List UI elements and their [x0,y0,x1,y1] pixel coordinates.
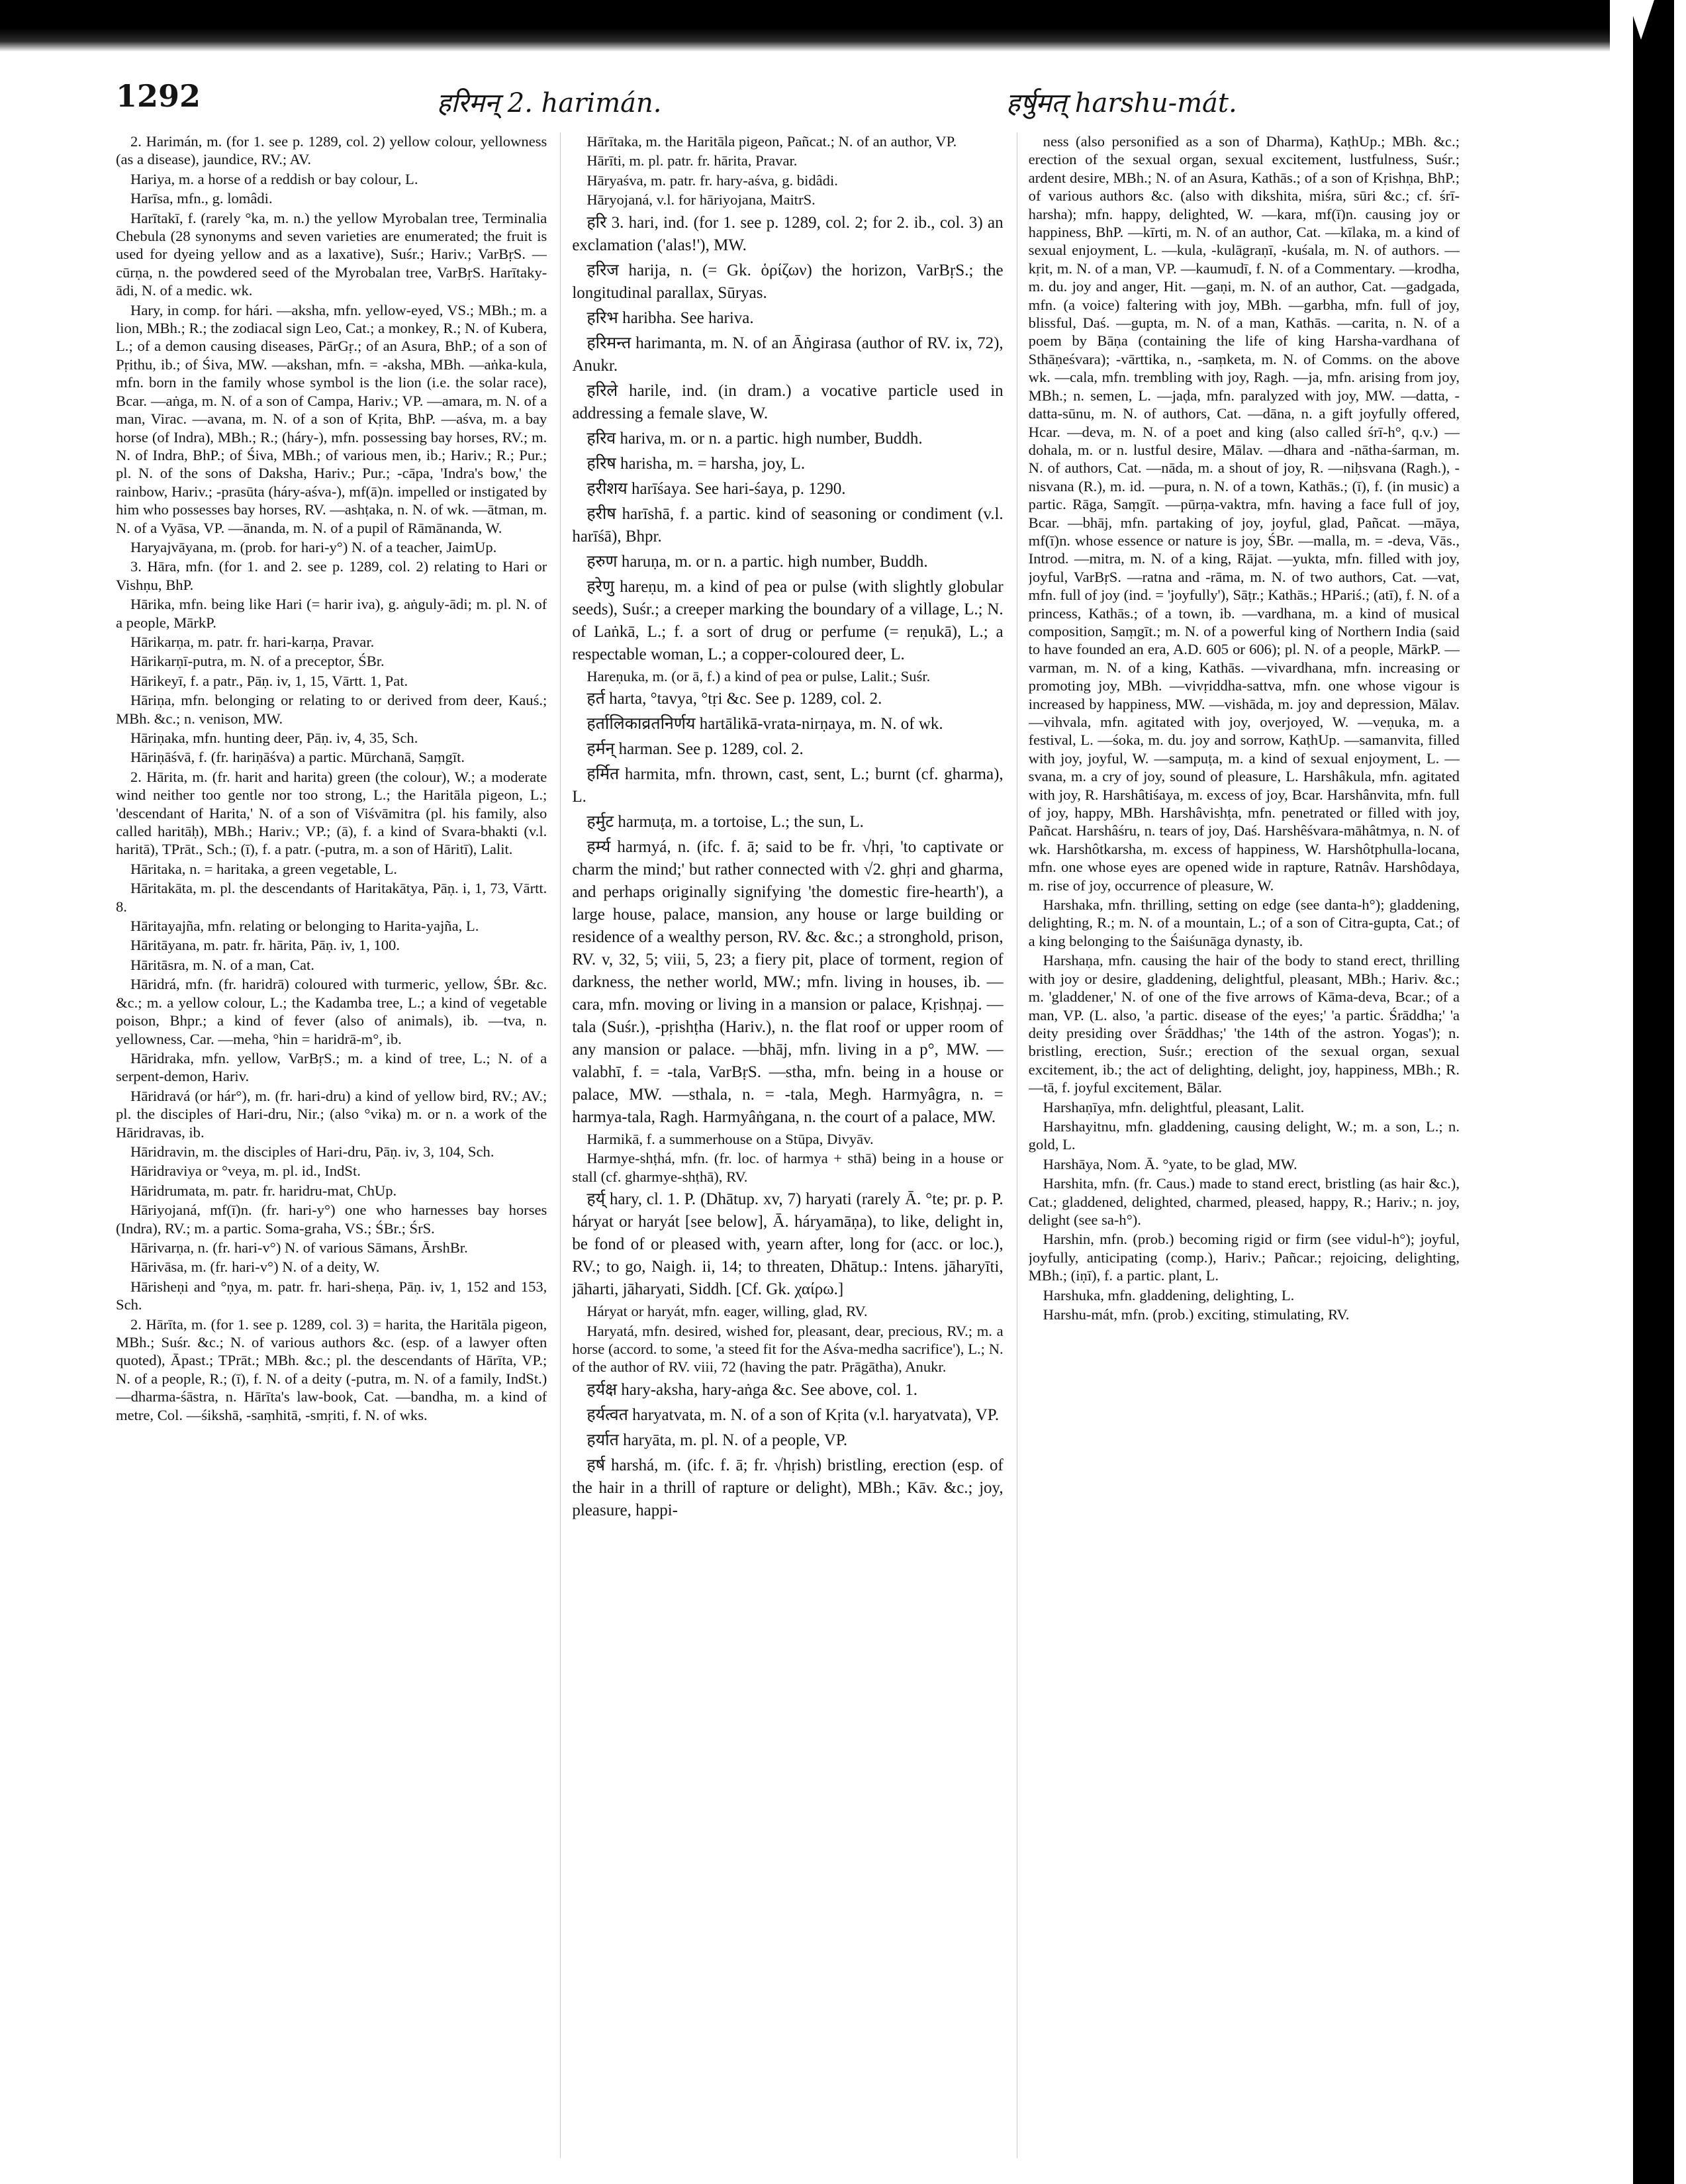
dictionary-entry: हर्यत्वत haryatvata, m. N. of a son of Kṛita (v.l. haryatvata), VP. [586,1405,1000,1424]
dictionary-entry: Hāriṇāśvā, f. (fr. hariṇāśva) a partic. Mūrchanā, Saṃgīt. [130,749,465,766]
dictionary-entry: Hary, in comp. for hári. —aksha, mfn. yellow-eyed, VS.; MBh.; m. a lion, MBh.; R.; the zodiacal sign Leo, Cat.; a monkey, R.; N. of Kubera, L.; of a demon causing diseases, PārGṛ.; of an Asura, BhP.; of a son of Pṛithu, ib.; of Śiva, MW. —akshan, mfn. = -aksha, MBh. —aṅka-kula, mfn. born in the family whose symbol is the lion (i.e. the solar race), Bcar. —aṅga, m. N. of a son of Campa, Hariv.; VP. —amara, m. N. of a man, Virac. —avana, m. N. of a son of Kṛita, BhP. —aśva, m. a bay horse (of Indra), MBh.; R.; (háry-), mfn. possessing bay horses, RV.; m. N. of Indra, BhP.; of Śiva, MBh.; of various men, ib.; Hariv.; R.; Pur.; pl. N. of the sons of Daksha, Hariv.; Pur.; -cāpa, 'Indra's bow,' the rainbow, Hariv.; -prasūta (háry-aśva-), mf(ā)n. impelled or instigated by him who possesses bay horses, RV. —ashṭaka, n. N. of wk. —ātman, m. N. of a Vyāsa, VP. —ānanda, m. N. of a pupil of Rāmānanda, W. [116,301,547,536]
dictionary-entry: Hāritāsra, m. N. of a man, Cat. [130,956,314,973]
dictionary-entry: हर्यक्ष hary-aksha, hary-aṅga &c. See above, col. 1. [586,1380,918,1399]
dictionary-entry: Hārivarṇa, n. (fr. hari-v°) N. of various Sāmans, ĀrshBr. [130,1239,468,1256]
dictionary-entry: हरिमन्त harimanta, m. N. of an Āṅgirasa (author of RV. ix, 72), Anukr. [572,334,1004,375]
dictionary-columns [116,132,1460,2158]
dictionary-entry: Hāryojaná, v.l. for hāriyojana, MaitrS. [586,191,816,209]
dictionary-entry: Hārisheṇi and °ṇya, m. patr. fr. hari-sheṇa, Pāṇ. iv, 1, 152 and 153, Sch. [116,1278,547,1313]
running-head [116,78,1443,124]
dictionary-entry: Hāriṇa, mfn. belonging or relating to or derived from deer, Kauś.; MBh. &c.; n. venison, MW. [116,692,547,727]
column-divider [560,132,561,2158]
dictionary-entry: हरीशय harīśaya. See hari-śaya, p. 1290. [586,479,846,498]
dictionary-entry: हरिभ haribha. See hariva. [586,309,754,327]
dictionary-entry: हर्म्य harmyá, n. (ifc. f. ā; said to be fr. √hṛi, 'to captivate or charm the mind;' but rather connected with √2. ghṛi and gharma, and perhaps originally signifying 'the domestic fire-hearth'), a large house, palace, mansion, any house or large building or residence of a wealthy person, RV. &c. &c.; a stronghold, prison, RV. v, 32, 5; viii, 5, 23; a fiery pit, place of torment, region of darkness, the nether world, MW.; mfn. living in houses, ib. —cara, mfn. moving or living in a mansion or palace, Kṛishṇaj. —tala (Suśr.), -pṛishṭha (Hariv.), n. the flat roof or upper room of any mansion or palace. —bhāj, mfn. living in a p°, MW. —valabhī, f. = -tala, VarBṛS. —stha, mfn. being in a house or palace, MW. —sthala, n. = -tala, Megh. Harmyâgra, n. = harmya-tala, Ragh. Harmyâṅgana, n. the court of a palace, MW. [572,838,1004,1127]
dictionary-entry: Hārika, mfn. being like Hari (= harir iva), g. aṅguly-ādi; m. pl. N. of a people, MārkP. [116,596,547,631]
dictionary-entry: Hāritayajña, mfn. relating or belonging to Harita-yajña, L. [130,918,479,935]
scan-edge-shadow [0,0,1615,52]
dictionary-entry: Hāryaśva, m. patr. fr. hary-aśva, g. bidâdi. [586,171,838,189]
scan-binding-edge [1610,0,1686,2184]
dictionary-entry: हर्त harta, °tavya, °tṛi &c. See p. 1289, col. 2. [586,690,882,708]
dictionary-entry: Hāritaka, n. = haritaka, a green vegetable, L. [130,860,397,877]
dictionary-entry: Hāridrá, mfn. (fr. haridrā) coloured with turmeric, yellow, ŚBr. &c. &c.; m. a yellow colour, L.; the Kadamba tree, L.; a kind of vegetable poison, Bhpr.; a kind of fever (also of animals), ib. —tva, n. yellowness, Car. —meha, °hin = haridrā-m°, ib. [116,976,547,1047]
dictionary-entry: Haryatá, mfn. desired, wished for, pleasant, dear, precious, RV.; m. a horse (accord. to some, 'a steed fit for the Aśva-medha sacrifice'), L.; N. of the author of RV. viii, 72 (having the patr. Prāgātha), Anukr. [572,1322,1004,1376]
dictionary-entry: 3. Hāra, mfn. (for 1. and 2. see p. 1289, col. 2) relating to Hari or Vishṇu, BhP. [116,558,547,593]
dictionary-entry: हरिष harisha, m. = harsha, joy, L. [586,454,806,473]
column-1 [116,132,547,2158]
dictionary-entry: हर्मन् harman. See p. 1289, col. 2. [586,740,804,759]
dictionary-entry: Hāridraviya or °veya, m. pl. id., IndSt. [130,1163,361,1180]
dictionary-entry: 2. Harimán, m. (for 1. see p. 1289, col. 2) yellow colour, yellowness (as a disease), jaundice, RV.; AV. [116,133,547,168]
dictionary-entry: हरि 3. hari, ind. (for 1. see p. 1289, col. 2; for 2. ib., col. 3) an exclamation ('alas!'), MW. [572,213,1004,254]
dictionary-entry: हर्य् hary, cl. 1. P. (Dhātup. xv, 7) haryati (rarely Ā. °te; pr. p. P. háryat or haryát [see below], Ā. háryamāṇa), to like, delight in, be fond of or pleased with, yearn after, long for (acc. or loc.), RV.; to go, Naigh. ii, 14; to threaten, Dhātup.: Intens. jāharyīti, jāharti, jāharyati, Siddh. [Cf. Gk. χαίρω.] [572,1190,1004,1299]
right-headword: हर्षुमत् harshu-mát. [1006,88,1237,119]
dictionary-entry: Hāridravin, m. the disciples of Hari-dru, Pāṇ. iv, 3, 104, Sch. [130,1143,494,1160]
dictionary-entry: Hārikeyī, f. a patr., Pāṇ. iv, 1, 15, Vārtt. 1, Pat. [130,672,408,689]
dictionary-entry: हरुण haruṇa, m. or n. a partic. high number, Buddh. [586,552,928,571]
left-headword: हरिमन् 2. harimán. [437,88,662,119]
dictionary-entry: Harshaka, mfn. thrilling, setting on edge (see danta-h°); gladdening, delighting, R.; m. N. of a mountain, L.; of a son of Citra-gupta, Cat.; of a king belonging to the Śaiśunāga dynasty, ib. [1028,896,1460,949]
dictionary-entry: Hāriṇaka, mfn. hunting deer, Pāṇ. iv, 4, 35, Sch. [130,730,418,746]
dictionary-entry: हर्ष harshá, m. (ifc. f. ā; fr. √hṛish) bristling, erection (esp. of the hair in a thrill of rapture or delight), MBh.; Kāv. &c.; joy, pleasure, happi- [572,1456,1004,1519]
dictionary-entry: हरिले harile, ind. (in dram.) a vocative particle used in addressing a female slave, W. [572,381,1004,422]
dictionary-entry: Hareṇuka, m. (or ā, f.) a kind of pea or pulse, Lalit.; Suśr. [586,667,931,685]
page-number: 1292 [116,78,201,114]
dictionary-entry: 2. Hārita, m. (fr. harit and harita) green (the colour), W.; a moderate wind neither too gentle nor too strong, L.; the Haritāla pigeon, L.; 'descendant of Harita,' N. of a son of Viśvāmitra (pl. his family, also called haritāḥ), MBh.; Hariv.; VP.; (ā), f. a kind of Svara-bhakti (v.l. haritā), TPrāt., Sch.; (ī), f. a patr. (-putra, m. a son of Hāritī), Lalit. [116,768,547,858]
dictionary-entry: Hārikarṇa, m. patr. fr. hari-karṇa, Pravar. [130,633,375,650]
dictionary-entry: Háryat or haryát, mfn. eager, willing, glad, RV. [586,1303,868,1320]
dictionary-entry: Hāridraka, mfn. yellow, VarBṛS.; m. a kind of tree, L.; N. of a serpent-demon, Hariv. [116,1049,547,1085]
dictionary-entry: Hāritakāta, m. pl. the descendants of Haritakātya, Pāṇ. i, 1, 73, Vārtt. 8. [116,880,547,915]
dictionary-entry: हर्मुट harmuṭa, m. a tortoise, L.; the sun, L. [586,813,864,831]
dictionary-entry: हर्मित harmita, mfn. thrown, cast, sent, L.; burnt (cf. gharma), L. [572,765,1004,806]
dictionary-entry: Harmikā, f. a summerhouse on a Stūpa, Divyāv. [586,1131,874,1148]
dictionary-entry: हरेणु hareṇu, m. a kind of pea or pulse (with slightly globular seeds), Suśr.; a creeper marking the boundary of a village, L.; N. of Laṅkā, L.; f. a sort of drug or perfume (= reṇukā), L.; a respectable woman, L.; a copper-coloured deer, L. [572,577,1004,663]
dictionary-entry: हरीष harīshā, f. a partic. kind of seasoning or condiment (v.l. harīśā), Bhpr. [572,504,1004,546]
dictionary-entry: हर्तालिकाव्रतनिर्णय hartālikā-vrata-nirṇaya, m. N. of wk. [586,715,943,734]
dictionary-entry: Hāridrumata, m. patr. fr. haridru-mat, ChUp. [130,1182,397,1199]
dictionary-entry: Hariya, m. a horse of a reddish or bay colour, L. [130,170,418,187]
dictionary-entry: Harshayitnu, mfn. gladdening, causing delight, W.; m. a son, L.; n. gold, L. [1028,1117,1460,1153]
dictionary-entry: Hārikarṇī-putra, m. N. of a preceptor, ŚBr. [130,653,385,670]
dictionary-entry: हर्यात haryāta, m. pl. N. of a people, VP. [586,1431,848,1449]
dictionary-entry: Harshaṇīya, mfn. delightful, pleasant, Lalit. [1043,1098,1305,1116]
column-3 [1029,132,1460,2158]
dictionary-entry: Harshin, mfn. (prob.) becoming rigid or firm (see vidul-h°); joyful, joyfully, anticipating (comp.), Hariv.; Pañcar.; rejoicing, delighting, MBh.; (iṇī), f. a partic. plant, L. [1028,1231,1460,1284]
dictionary-entry: Hāridravá (or hár°), m. (fr. hari-dru) a kind of yellow bird, RV.; AV.; pl. the disciples of Hari-dru, Nir.; (also °vika) m. or n. a work of the Hāridravas, ib. [116,1087,547,1141]
dictionary-entry: हरिज harija, n. (= Gk. ὁρίζων) the horizon, VarBṛS.; the longitudinal parallax, Sūryas. [572,261,1004,302]
dictionary-entry: Hārītaka, m. the Haritāla pigeon, Pañcat.; N. of an author, VP. [586,133,957,150]
dictionary-entry: Harshu-mát, mfn. (prob.) exciting, stimulating, RV. [1043,1306,1350,1323]
dictionary-entry: Harshāya, Nom. Ā. °yate, to be glad, MW. [1043,1155,1297,1172]
dictionary-entry: Hāriyojaná, mf(ī)n. (fr. hari-y°) one who harnesses bay horses (Indra), RV.; m. a partic. Soma-graha, VS.; ŚBr.; ŚrS. [116,1202,547,1237]
dictionary-entry: 2. Hārīta, m. (for 1. see p. 1289, col. 3) = harita, the Haritāla pigeon, MBh.; Suśr. &c.; N. of various authors &c. (esp. of a lawyer often quoted), Āpast.; TPrāt.; MBh. &c.; pl. the descendants of Hārīta, VP.; N. of a people, R.; (ī), f. N. of a deity (-putra, m. N. of a family, IndSt.) —dharma-śāstra, n. Hārīta's law-book, Cat. —bandha, m. a kind of metre, Col. —śikshā, -saṃhitā, -smṛiti, f. N. of wks. [116,1315,547,1423]
dictionary-entry: Hāritāyana, m. patr. fr. hārita, Pāṇ. iv, 1, 100. [130,937,400,954]
dictionary-entry: Harshaṇa, mfn. causing the hair of the body to stand erect, thrilling with joy or desire, gladdening, delightful, pleasant, MBh.; Hariv. &c.; m. 'gladdener,' N. of one of the five arrows of Kāma-deva, Bcar.; of a man, VP. (L. also, 'a partic. disease of the eyes;' 'a partic. Śrāddha;' 'a deity presiding over Śrāddhas;' 'the 14th of the astron. Yogas'); n. bristling, erection, Suśr.; erection of the sexual organ, sexual excitement, ib.; the act of delighting, delight, joy, happiness, MBh.; R. —tā, f. joyful excitement, Bālar. [1028,952,1460,1096]
column-2 [572,132,1003,2158]
dictionary-entry: Harshuka, mfn. gladdening, delighting, L. [1043,1286,1295,1304]
dictionary-entry: ness (also personified as a son of Dharma), KaṭhUp.; MBh. &c.; erection of the sexual organ, sexual excitement, lustfulness, Suśr.; ardent desire, MBh.; N. of an Asura, Kathās.; of a son of Kṛishṇa, BhP.; of various authors &c. (also with dikshita, miśra, sūri &c.; cf. śrī-harsha); mfn. happy, delighted, W. —kara, mf(ī)n. causing joy or happiness, BhP. —kīrti, m. N. of an author, Cat. —kīlaka, m. a kind of sexual enjoyment, L. —kula, -kulāgraṇī, -kuśala, m. N. of authors. —kṛit, m. N. of a man, VP. —kaumudī, f. N. of a Commentary. —krodha, m. du. joy and anger, Hit. —gaṇi, m. N. of an author, Cat. —gadgada, mfn. (a voice) faltering with joy, MBh. —garbha, mfn. full of joy, blissful, Daś. —gupta, m. N. of a man, Kathās. —carita, n. N. of a poem by Bāṇa (containing the life of king Harsha-vardhana of Sthāṇeśvara); -vārttika, n., -saṃketa, m. N. of Comms. on the above wk. —cala, mfn. trembling with joy, Ragh. —ja, mfn. arising from joy, MBh.; n. semen, L. —jaḍa, mfn. paralyzed with joy, MW. —datta, -datta-sūnu, m. N. of authors, Cat. —dāna, n. a gift joyfully offered, Hcar. —deva, m. N. of a poet and king (also called śrī-h°, q.v.) —dohala, m. or n. lustful desire, Mālav. —dhara and -nātha-śarman, m. N. of authors, Cat. —nāda, m. a shout of joy, R. —niḥsvana (Ragh.), -nisvana (R.), m. id. —pura, n. N. of a town, Kathās.; (ī), f. (in music) a partic. Rāga, Saṃgīt. —pūrṇa-vaktra, mfn. having a face full of joy, Bcar. —bhāj, mfn. partaking of joy, joyful, glad, Pañcat. —māya, mf(ī)n. whose essence or nature is joy, ŚBr. —malla, m. = -deva, Vās., Introd. —mitra, m. N. of a king, Rājat. —yukta, mfn. filled with joy, joyful, VarBṛS. —ratna and -rāma, m. N. of two authors, Cat. —vat, mfn. full of joy (ind. = 'joyfully'), Sāṭr.; Kathās.; HPariś.; (atī), f. N. of a princess, Kathās.; of a town, ib. —vardhana, m. a kind of musical composition, Saṃgīt.; m. N. of a powerful king of Northern India (said to have founded an era, A.D. 605 or 606); pl. N. of a people, MārkP. —varman, m. N. of a king, Kathās. —vivardhana, mfn. increasing or promoting joy, MBh. —vivṛiddha-sattva, mfn. one whose vigour is increased by happiness, MW. —vishāda, m. joy and depression, Mālav. —vihvala, mfn. agitated with joy, overjoyed, W. —veṇuka, m. a festival, L. —śoka, m. du. joy and sorrow, KaṭhUp. —samanvita, filled with joy, joyful, W. —sampuṭa, m. a kind of sexual enjoyment, L. —svana, m. a cry of joy, sound of pleasure, L. Harshâkula, mfn. agitated with joy, R. Harshâtiśaya, m. excess of joy, Bcar. Harshânvita, mfn. full of joy, happy, MBh. Harshâvishṭa, mfn. penetrated or filled with joy, Pañcat. Harshâśru, n. tears of joy, Daś. Harshêśvara-māhâtmya, n. N. of wk. Harshôtkarsha, m. excess of happiness, W. Harshôtphulla-locana, mfn. one whose eyes are opened wide in rapture, Ratnâv. Harshôdaya, m. rise of joy, occurrence of pleasure, W. [1028,133,1460,894]
dictionary-entry: Hārivāsa, m. (fr. hari-v°) N. of a deity, W. [130,1258,380,1276]
dictionary-entry: Harmye-shṭhá, mfn. (fr. loc. of harmya + sthā) being in a house or stall (cf. gharmye-shṭhā), RV. [572,1150,1004,1185]
dictionary-entry: Harīsa, mfn., g. lomâdi. [130,190,273,207]
dictionary-entry: Harshita, mfn. (fr. Caus.) made to stand erect, bristling (as hair &c.), Cat.; gladdened, delighted, charmed, pleased, happy, R.; Hariv.; n. joy, delight (see sa-h°). [1028,1175,1460,1228]
dictionary-entry: Harītakī, f. (rarely °ka, m. n.) the yellow Myrobalan tree, Terminalia Chebula (28 synonyms and seven varieties are enumerated; the fruit is used for dyeing yellow and as a laxative), Suśr.; Hariv.; VarBṛS. —cūrṇa, n. the powdered seed of the Myrobalan tree, VarBṛS. Harītaky-ādi, N. of a medic. wk. [116,209,547,299]
dictionary-entry: हरिव hariva, m. or n. a partic. high number, Buddh. [586,429,923,448]
dictionary-entry: Hārīti, m. pl. patr. fr. hārita, Pravar. [586,152,798,169]
dictionary-entry: Haryajvāyana, m. (prob. for hari-y°) N. of a teacher, JaimUp. [130,538,497,555]
